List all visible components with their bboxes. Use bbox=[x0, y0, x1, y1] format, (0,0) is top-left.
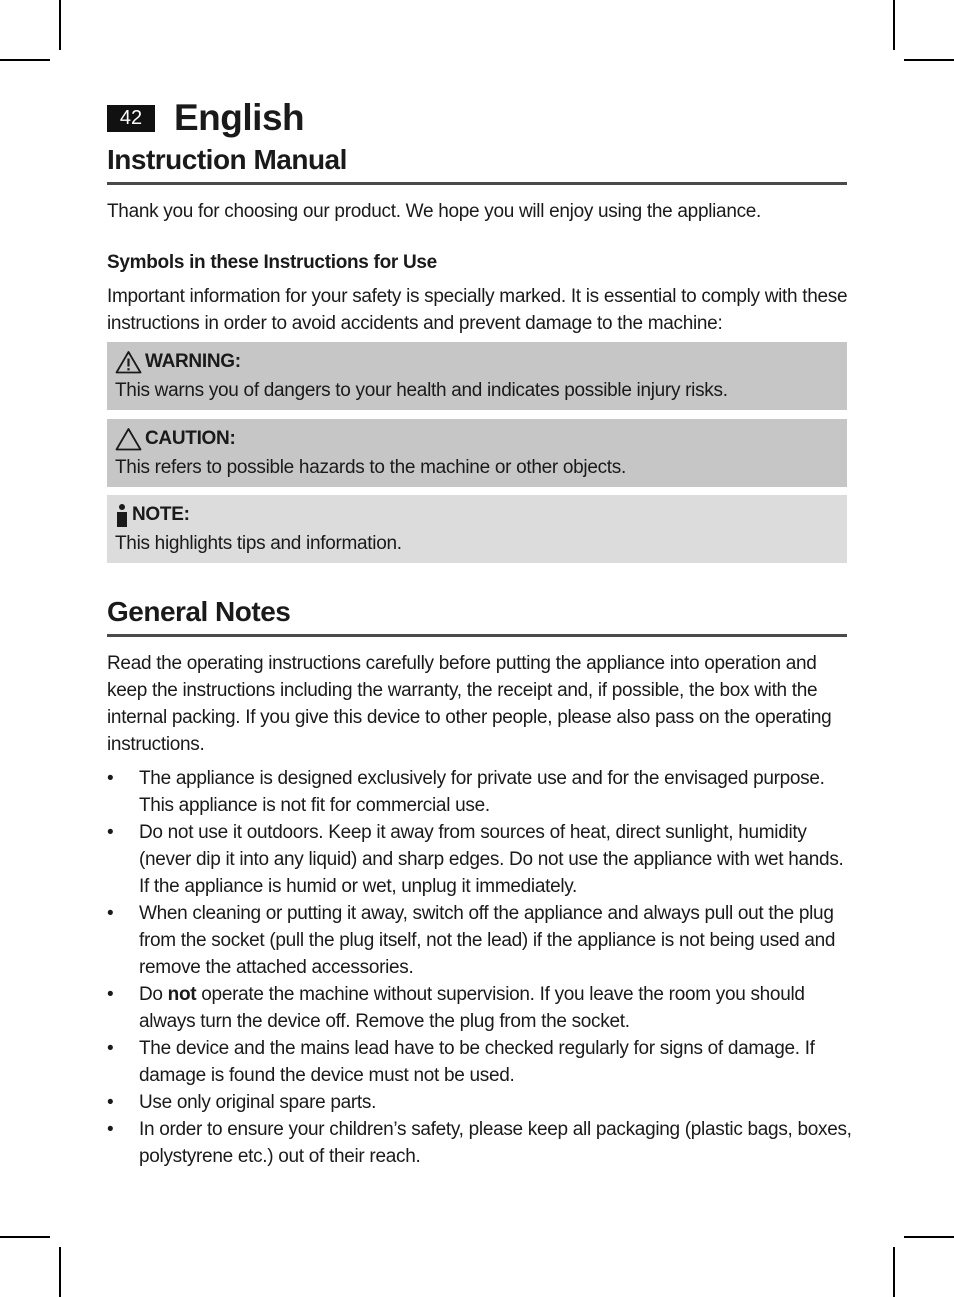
warning-box bbox=[107, 342, 847, 410]
caution-label: CAUTION: bbox=[145, 428, 236, 449]
note-text: This highlights tips and information. bbox=[115, 533, 402, 554]
general-notes-list bbox=[107, 765, 852, 1170]
general-notes-heading: General Notes bbox=[107, 596, 847, 637]
warning-triangle-icon bbox=[115, 350, 142, 374]
bullet-symbol: • bbox=[107, 1092, 114, 1113]
list-item-text: The appliance is designed exclusively for private use and for the envisaged purpose. This appliance is not fit for commercial use. bbox=[139, 768, 825, 816]
info-icon bbox=[115, 503, 129, 527]
caution-text: This refers to possible hazards to the machine or other objects. bbox=[115, 457, 626, 478]
bullet-symbol: • bbox=[107, 768, 114, 789]
note-box bbox=[107, 495, 847, 563]
symbols-heading: Symbols in these Instructions for Use bbox=[107, 252, 437, 273]
caution-box bbox=[107, 419, 847, 487]
intro-paragraph: Thank you for choosing our product. We hope you will enjoy using the appliance. bbox=[107, 201, 762, 222]
caution-triangle-icon bbox=[115, 427, 142, 451]
crop-mark bbox=[59, 0, 61, 50]
crop-mark bbox=[0, 59, 50, 61]
warning-label: WARNING: bbox=[145, 351, 241, 372]
bullet-symbol: • bbox=[107, 984, 114, 1005]
list-item bbox=[107, 765, 852, 819]
crop-mark bbox=[904, 59, 954, 61]
language-title: English bbox=[174, 97, 305, 138]
list-item-text-after: operate the machine without supervision. If you leave the room you should always turn the device off. Remove the plug from the socket. bbox=[139, 984, 805, 1032]
crop-mark bbox=[0, 1236, 50, 1238]
instruction-manual-heading: Instruction Manual bbox=[107, 144, 847, 185]
list-item-text: In order to ensure your children’s safety, please keep all packaging (plastic bags, boxes, polystyrene etc.) out of their reach. bbox=[139, 1119, 852, 1167]
bullet-symbol: • bbox=[107, 1038, 114, 1059]
list-item bbox=[107, 900, 852, 981]
note-label: NOTE: bbox=[132, 504, 190, 525]
warning-text: This warns you of dangers to your health and indicates possible injury risks. bbox=[115, 380, 728, 401]
crop-mark bbox=[904, 1236, 954, 1238]
crop-mark bbox=[59, 1247, 61, 1297]
list-item-emphasis: not bbox=[167, 984, 197, 1005]
bullet-symbol: • bbox=[107, 1119, 114, 1140]
page-number: 42 bbox=[107, 105, 155, 132]
page-header bbox=[107, 96, 304, 140]
list-item-text: Use only original spare parts. bbox=[139, 1092, 377, 1113]
list-item-text: Do not use it outdoors. Keep it away from sources of heat, direct sunlight, humidity (never dip it into any liquid) and sharp edges. Do not use the appliance with wet hands. If the appliance is humid or wet, unplug it immediately. bbox=[139, 822, 844, 897]
list-item-text-before: Do bbox=[139, 984, 168, 1005]
crop-mark bbox=[893, 0, 895, 50]
bullet-symbol: • bbox=[107, 822, 114, 843]
general-notes-paragraph: Read the operating instructions carefully before putting the appliance into operation and keep the instructions including the warranty, the receipt and, if possible, the box with the internal packing. If you give this device to other people, please also pass on the operating instructions. bbox=[107, 653, 832, 755]
list-item bbox=[107, 981, 852, 1035]
list-item bbox=[107, 1035, 852, 1089]
list-item-text: When cleaning or putting it away, switch off the appliance and always pull out the plug from the socket (pull the plug itself, not the lead) if the appliance is not being used and remove the attached accessories. bbox=[139, 903, 836, 978]
crop-mark bbox=[893, 1247, 895, 1297]
list-item bbox=[107, 819, 852, 900]
bullet-symbol: • bbox=[107, 903, 114, 924]
list-item bbox=[107, 1116, 852, 1170]
list-item-text: The device and the mains lead have to be checked regularly for signs of damage. If damage is found the device must not be used. bbox=[139, 1038, 815, 1086]
list-item bbox=[107, 1089, 852, 1116]
symbols-paragraph: Important information for your safety is specially marked. It is essential to comply with these instructions in order to avoid accidents and prevent damage to the machine: bbox=[107, 286, 848, 334]
